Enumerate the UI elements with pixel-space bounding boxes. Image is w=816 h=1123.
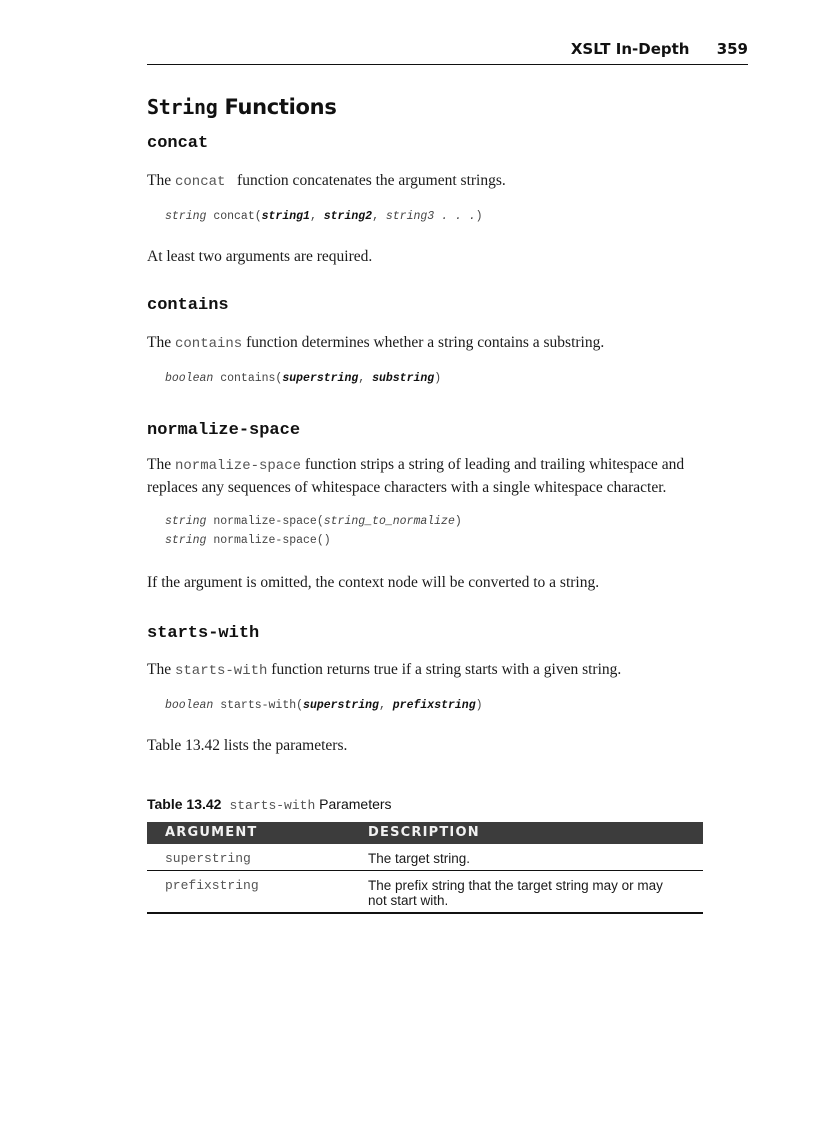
signature-punctuation: ,: [309, 210, 324, 223]
inline-code: contains: [174, 336, 243, 352]
function-heading-normalize-space: normalize-space: [147, 421, 301, 440]
description-cell: The target string.: [368, 844, 703, 871]
running-header: [147, 40, 748, 65]
parameters-table: [147, 822, 703, 914]
signature-punctuation: ): [454, 515, 462, 528]
signature-punctuation: ,: [372, 210, 386, 223]
concat-synopsis: [165, 210, 483, 223]
inline-code: starts-with: [174, 663, 268, 679]
table-caption: [147, 796, 392, 813]
function-heading-contains: contains: [147, 296, 229, 315]
argument-name: string2: [323, 210, 373, 223]
table-title-rest: Parameters: [315, 796, 392, 812]
signature-punctuation: ): [475, 699, 483, 712]
normalize-space-synopsis-1: [165, 515, 462, 528]
contains-synopsis: [165, 372, 441, 385]
normalize-space-note: If the argument is omitted, the context node will be converted to a string.: [147, 574, 600, 591]
table-header-row: [147, 822, 703, 844]
starts-with-synopsis: [165, 699, 483, 712]
table-title-code: starts-with: [229, 798, 316, 813]
return-type: string: [165, 210, 214, 223]
argument-name: substring: [372, 372, 435, 385]
return-type: string: [165, 534, 214, 547]
page-number: 359: [716, 40, 748, 58]
argument-name: string3 . . .: [385, 210, 476, 223]
signature-punctuation: ): [434, 372, 442, 385]
function-signature-name: normalize-space(: [213, 515, 324, 528]
function-heading-starts-with: starts-with: [147, 624, 260, 643]
column-header-argument: ARGUMENT: [147, 822, 368, 844]
argument-name: string1: [261, 210, 310, 223]
section-title-rest: Functions: [224, 95, 337, 119]
function-signature-name: starts-with(: [220, 699, 304, 712]
starts-with-description: The starts-with function returns true if a string starts with a given string.: [147, 661, 622, 679]
function-heading-concat: concat: [147, 134, 209, 153]
signature-punctuation: ): [475, 210, 483, 223]
contains-description: The contains function determines whether a string contains a substring.: [147, 334, 605, 352]
function-signature-name: normalize-space(): [213, 534, 331, 547]
return-type: boolean: [165, 699, 221, 712]
concat-description: The concat function concatenates the argument strings.: [147, 172, 506, 190]
argument-name: superstring: [303, 699, 379, 712]
return-type: string: [165, 515, 214, 528]
inline-code: concat: [174, 174, 226, 190]
argument-name: string_to_normalize: [323, 515, 455, 528]
normalize-space-synopsis-2: [165, 534, 331, 547]
description-cell: The prefix string that the target string may or may not start with.: [368, 871, 703, 914]
concat-note: At least two arguments are required.: [147, 248, 373, 265]
table-number: Table 13.42: [147, 796, 222, 812]
return-type: boolean: [165, 372, 221, 385]
column-header-description: DESCRIPTION: [368, 822, 703, 844]
running-title: XSLT In-Depth: [570, 40, 690, 58]
section-title-code: String: [147, 95, 218, 119]
table-row: [147, 844, 703, 871]
function-signature-name: contains(: [220, 372, 283, 385]
function-signature-name: concat(: [213, 210, 262, 223]
inline-code: normalize-space: [174, 458, 302, 474]
argument-name: prefixstring: [392, 699, 476, 712]
table-row: [147, 871, 703, 914]
section-title: [147, 95, 337, 119]
normalize-space-description: The normalize-space function strips a string of leading and trailing whitespace and replaces any sequences of whitespace characters with a single whitespace character.: [147, 456, 685, 496]
starts-with-note: Table 13.42 lists the parameters.: [147, 737, 348, 754]
argument-cell: prefixstring: [147, 871, 368, 914]
argument-name: superstring: [282, 372, 359, 385]
signature-punctuation: ,: [358, 372, 373, 385]
signature-punctuation: ,: [378, 699, 393, 712]
argument-cell: superstring: [147, 844, 368, 871]
